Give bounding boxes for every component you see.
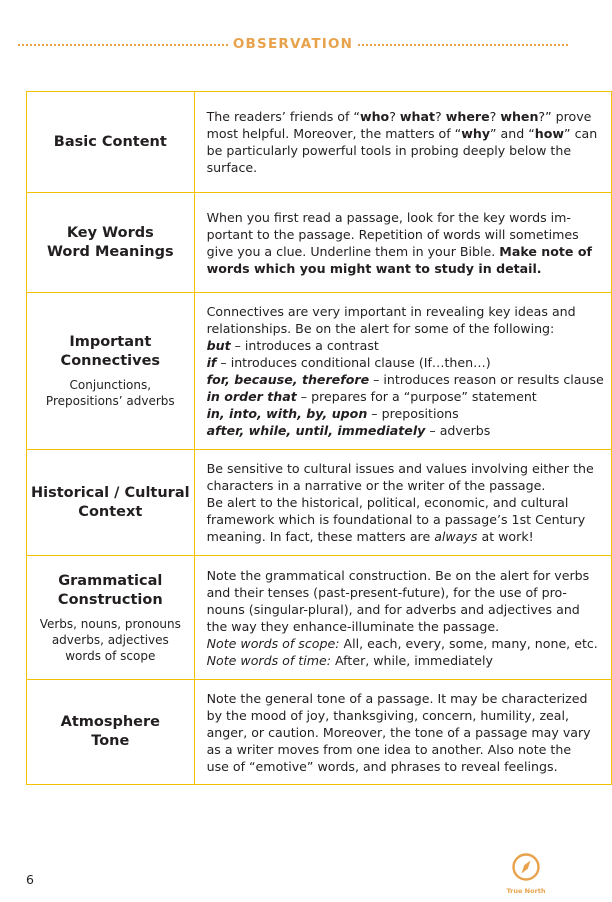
row-title-line: Word Meanings xyxy=(46,243,174,260)
emphasis-text: where xyxy=(445,109,490,124)
italic-text: Note words of time: xyxy=(206,652,331,668)
italic-text: always xyxy=(434,529,478,544)
description-line xyxy=(207,494,604,511)
text-segment: nouns (singular-plural), and for adverbs and adjectives and xyxy=(206,601,580,617)
emphasis-text: in order that xyxy=(206,389,297,404)
compass-icon xyxy=(511,852,541,882)
emphasis-text: how xyxy=(534,126,565,141)
row-title-line: Atmosphere xyxy=(60,714,160,730)
text-segment: and their tenses (past-present-future), for the use of pro- xyxy=(206,584,567,600)
italic-text: Note words of scope: xyxy=(206,635,340,651)
row-description-cell xyxy=(194,680,611,785)
description-line xyxy=(207,652,604,669)
text-segment: The readers’ friends of “ xyxy=(206,109,360,124)
text-segment: ? xyxy=(435,109,446,124)
row-label-cell xyxy=(27,680,195,785)
description-line xyxy=(207,226,604,243)
text-segment: – introduces reason or results clause xyxy=(369,372,604,387)
table-row xyxy=(27,680,612,785)
text-segment: surface. xyxy=(206,160,258,175)
text-segment: portant to the passage. Repetition of words will sometimes xyxy=(206,226,579,242)
text-segment: Connectives are very important in revealing key ideas and xyxy=(206,304,576,319)
text-segment: meaning. In fact, these matters are xyxy=(206,529,435,544)
description-line xyxy=(207,303,604,320)
row-label-cell xyxy=(27,193,195,293)
row-title xyxy=(31,133,190,152)
description-line xyxy=(207,320,604,337)
row-title-line: Tone xyxy=(91,733,130,749)
emphasis-text: if xyxy=(206,355,217,370)
row-title xyxy=(31,484,190,522)
text-segment: When you first read a passage, look for the key words im- xyxy=(206,209,571,225)
description-line xyxy=(207,108,604,125)
description-line xyxy=(207,707,604,724)
description-line xyxy=(207,477,604,494)
description-line xyxy=(207,635,604,652)
description-line xyxy=(207,528,604,545)
description-line xyxy=(207,125,604,142)
row-description-cell xyxy=(194,193,611,293)
page-header xyxy=(18,36,568,52)
text-segment: – introduces a contrast xyxy=(230,338,379,353)
text-segment: by the mood of joy, thanksgiving, concern, humility, zeal, xyxy=(206,707,570,723)
row-subtitle-line: words of scope xyxy=(65,648,156,663)
row-description-cell xyxy=(194,450,611,556)
text-segment: ?” prove xyxy=(538,109,592,124)
emphasis-text: for, because, therefore xyxy=(206,372,370,387)
text-segment: Note the grammatical construction. Be on the alert for verbs xyxy=(206,567,590,583)
emphasis-text: when xyxy=(500,109,539,124)
row-title xyxy=(31,713,190,751)
text-segment: at work! xyxy=(477,529,534,544)
text-segment: use of “emotive” words, and phrases to reveal feelings. xyxy=(206,758,558,774)
row-title-line: Context xyxy=(78,503,143,520)
row-description-cell xyxy=(194,92,611,193)
description-line xyxy=(207,260,604,277)
table-row xyxy=(27,293,612,450)
text-segment: give you a clue. Underline them in your Bible. xyxy=(206,243,500,259)
text-segment: anger, or caution. Moreover, the tone of a passage may vary xyxy=(206,724,591,740)
text-segment: All, each, every, some, many, none, etc. xyxy=(339,635,598,651)
row-subtitle xyxy=(31,377,190,409)
row-title xyxy=(31,333,190,371)
row-subtitle-line: Conjunctions, xyxy=(69,378,152,392)
description-line xyxy=(207,209,604,226)
emphasis-text: who xyxy=(359,109,390,124)
text-segment: as a writer moves from one idea to another. Also note the xyxy=(206,741,572,757)
text-segment: characters in a narrative or the writer of the passage. xyxy=(206,478,546,493)
table-row xyxy=(27,556,612,680)
text-segment: relationships. Be on the alert for some of the following: xyxy=(206,321,555,336)
text-segment: Be sensitive to cultural issues and values involving either the xyxy=(206,461,594,476)
text-segment: most helpful. Moreover, the matters of “ xyxy=(206,126,462,141)
description-line xyxy=(207,371,604,388)
logo-text: True North xyxy=(506,887,546,895)
emphasis-text: but xyxy=(206,338,231,353)
description-line xyxy=(207,337,604,354)
table-row xyxy=(27,193,612,293)
description-line xyxy=(207,405,604,422)
emphasis-text: Make note of xyxy=(499,243,592,259)
text-segment: ? xyxy=(489,109,501,124)
description-line xyxy=(207,724,604,741)
row-label-cell xyxy=(27,293,195,450)
row-title-line: Important xyxy=(69,334,152,350)
row-title xyxy=(31,572,190,610)
section-title: OBSERVATION xyxy=(232,36,354,52)
row-label-cell xyxy=(27,450,195,556)
text-segment: Be alert to the historical, political, economic, and cultural xyxy=(206,495,569,510)
description-line xyxy=(207,567,604,584)
row-title-line: Construction xyxy=(57,591,163,608)
description-line xyxy=(207,243,604,260)
text-segment: the way they enhance-illuminate the passage. xyxy=(206,618,500,634)
text-segment: be particularly powerful tools in probing deeply below the xyxy=(206,143,572,158)
emphasis-text: why xyxy=(461,126,491,141)
text-segment: – prepositions xyxy=(367,406,459,421)
text-segment: ” can xyxy=(564,126,598,141)
description-line xyxy=(207,142,604,159)
true-north-logo xyxy=(506,852,546,894)
row-description-cell xyxy=(194,293,611,450)
emphasis-text: words which you might want to study in detail. xyxy=(206,260,542,276)
text-segment: Note the general tone of a passage. It may be characterized xyxy=(206,690,588,706)
observation-table xyxy=(26,91,612,785)
table-row xyxy=(27,92,612,193)
text-segment: framework which is foundational to a passage’s 1st Century xyxy=(206,512,586,527)
row-title-line: Historical / Cultural xyxy=(31,484,190,501)
table-row xyxy=(27,450,612,556)
row-description-cell xyxy=(194,556,611,680)
description-line xyxy=(207,741,604,758)
text-segment: ” and “ xyxy=(490,126,535,141)
row-title-line: Basic Content xyxy=(53,133,167,150)
row-title-line: Key Words xyxy=(66,224,154,241)
description-line xyxy=(207,159,604,176)
header-dotted-rule-left xyxy=(18,44,228,46)
text-segment: – prepares for a “purpose” statement xyxy=(296,389,537,404)
description-line xyxy=(207,584,604,601)
description-line xyxy=(207,388,604,405)
text-segment: – introduces conditional clause (If…then…) xyxy=(216,355,491,370)
description-line xyxy=(207,511,604,528)
text-segment: After, while, immediately xyxy=(331,652,493,668)
text-segment: ? xyxy=(389,109,400,124)
row-label-cell xyxy=(27,92,195,193)
description-line xyxy=(207,422,604,439)
description-line xyxy=(207,601,604,618)
row-subtitle-line: Prepositions’ adverbs xyxy=(45,394,175,408)
emphasis-text: what xyxy=(399,109,436,124)
page-number: 6 xyxy=(26,872,34,887)
row-label-cell xyxy=(27,556,195,680)
emphasis-text: in, into, with, by, upon xyxy=(206,406,368,421)
description-line xyxy=(207,460,604,477)
row-title-line: Grammatical xyxy=(58,572,163,589)
row-subtitle xyxy=(31,616,190,664)
row-title-line: Connectives xyxy=(60,353,161,369)
row-title xyxy=(31,224,190,262)
emphasis-text: after, while, until, immediately xyxy=(206,423,426,438)
header-dotted-rule-right xyxy=(358,44,568,46)
text-segment: – adverbs xyxy=(425,423,491,438)
row-subtitle-line: Verbs, nouns, pronouns xyxy=(39,616,181,631)
description-line xyxy=(207,618,604,635)
description-line xyxy=(207,354,604,371)
description-line xyxy=(207,758,604,775)
row-subtitle-line: adverbs, adjectives xyxy=(51,632,169,647)
description-line xyxy=(207,690,604,707)
